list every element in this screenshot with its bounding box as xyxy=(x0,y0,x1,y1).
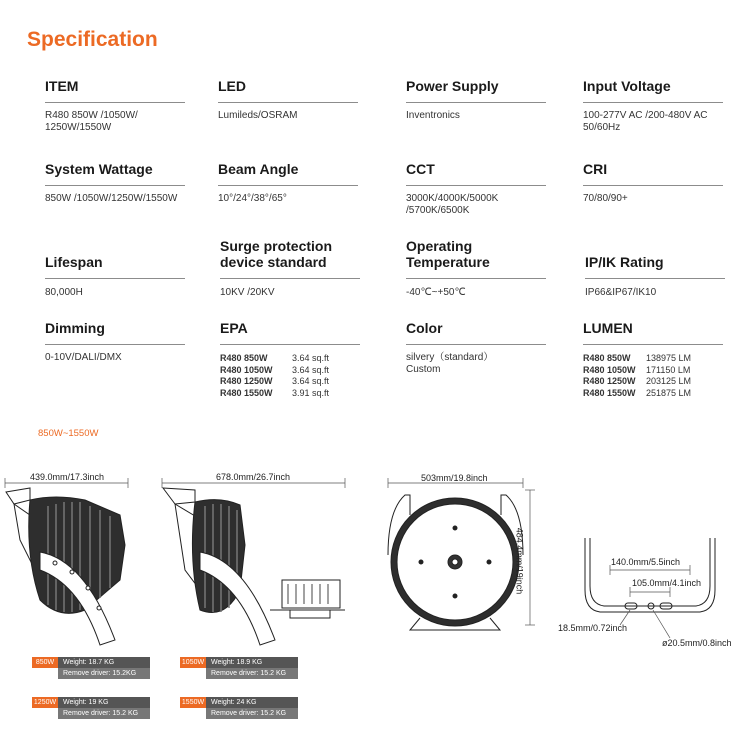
driver-weight-label: Remove driver: 15.2KG xyxy=(58,668,150,679)
divider xyxy=(406,344,546,345)
spec-value: 80,000H xyxy=(45,287,83,298)
epa-table xyxy=(220,353,329,399)
lumen-value: 171150 LM xyxy=(646,364,691,375)
epa-value: 3.91 sq.ft xyxy=(292,387,330,398)
divider xyxy=(406,278,546,279)
epa-value: 3.64 sq.ft xyxy=(292,376,330,386)
divider xyxy=(45,344,185,345)
spec-value: Inventronics xyxy=(406,110,460,121)
spec-value: 70/80/90+ xyxy=(583,193,628,204)
spec-beam-angle xyxy=(218,161,358,204)
spec-heading: System Wattage xyxy=(45,161,153,177)
spec-value: R480 850W /1050W/ 1250W/1550W xyxy=(45,110,138,133)
divider xyxy=(45,185,185,186)
divider xyxy=(218,185,358,186)
divider xyxy=(585,278,725,279)
spec-heading: Operating Temperature xyxy=(406,238,490,270)
wattage-tag: 850W xyxy=(32,657,58,668)
model-label: R480 1550W xyxy=(220,387,273,398)
spec-value: 100-277V AC /200-480V AC 50/60Hz xyxy=(583,110,708,133)
spec-cct xyxy=(406,161,546,216)
dimension-slot-width: 18.5mm/0.72inch xyxy=(558,623,628,633)
dimension-side-width: 439.0mm/17.3inch xyxy=(30,472,105,482)
model-label: R480 1250W xyxy=(220,376,273,386)
spec-operating-temp xyxy=(406,238,546,298)
weight-label: Weight: 19 KG xyxy=(58,697,150,708)
spec-color xyxy=(406,320,546,375)
divider xyxy=(583,185,723,186)
spec-heading: Color xyxy=(406,320,443,336)
spec-value: IP66&IP67/IK10 xyxy=(585,287,657,298)
weight-label: Weight: 18.9 KG xyxy=(206,657,298,668)
spec-led xyxy=(218,78,358,121)
dimension-side-driver: 678.0mm/26.7inch xyxy=(216,472,291,482)
spec-heading: Beam Angle xyxy=(218,161,299,177)
spec-value: 10°/24°/38°/65° xyxy=(218,193,287,204)
lumen-value: 203125 LM xyxy=(646,376,692,386)
model-label: R480 850W xyxy=(220,353,268,363)
table-row xyxy=(220,353,329,365)
weight-label: Weight: 18.7 KG xyxy=(58,657,150,668)
spec-heading: Lifespan xyxy=(45,254,103,270)
spec-ip-ik xyxy=(585,254,725,298)
spec-cri xyxy=(583,161,723,204)
spec-heading: Dimming xyxy=(45,320,105,336)
spec-heading: LUMEN xyxy=(583,320,633,336)
spec-heading: EPA xyxy=(220,320,248,336)
dimension-front-height: 484.4mm/19inch xyxy=(514,527,525,595)
model-label: R480 1250W xyxy=(583,376,636,386)
spec-heading: IP/IK Rating xyxy=(585,254,664,270)
side-view-with-driver xyxy=(163,488,345,645)
dimension-bracket-outer: 140.0mm/5.5inch xyxy=(611,557,681,567)
weight-badge-1550w xyxy=(180,697,298,719)
spec-heading: CCT xyxy=(406,161,435,177)
epa-value: 3.64 sq.ft xyxy=(292,364,330,375)
front-view-lamp xyxy=(388,495,523,630)
epa-value: 3.64 sq.ft xyxy=(292,353,330,363)
page-title: Specification xyxy=(27,28,158,51)
wattage-range-label: 850W~1550W xyxy=(38,428,99,439)
driver-weight-label: Remove driver: 15.2 KG xyxy=(58,708,150,719)
table-row xyxy=(583,376,691,388)
lumen-value: 138975 LM xyxy=(646,353,692,363)
model-label: R480 850W xyxy=(583,353,631,363)
spec-value: 10KV /20KV xyxy=(220,287,275,298)
divider xyxy=(45,278,185,279)
divider xyxy=(45,102,185,103)
divider xyxy=(583,102,723,103)
spec-value: -40℃~+50℃ xyxy=(406,287,466,298)
spec-power-supply xyxy=(406,78,546,121)
spec-value: 850W /1050W/1250W/1550W xyxy=(45,193,178,204)
spec-value: 3000K/4000K/5000K /5700K/6500K xyxy=(406,193,499,216)
divider xyxy=(220,344,360,345)
spec-system-wattage xyxy=(45,161,185,204)
spec-lumen xyxy=(583,320,723,398)
spec-surge xyxy=(220,238,360,298)
weight-badge-850w xyxy=(32,657,150,679)
spec-heading: Input Voltage xyxy=(583,78,671,94)
wattage-tag: 1550W xyxy=(181,699,205,706)
dimension-bracket-inner: 105.0mm/4.1inch xyxy=(632,578,702,588)
spec-input-voltage xyxy=(583,78,723,133)
spec-heading: ITEM xyxy=(45,78,79,94)
spec-lifespan xyxy=(45,254,185,298)
spec-value: silvery（standard） Custom xyxy=(406,352,494,375)
dimension-hole: ø20.5mm/0.8inch xyxy=(662,638,732,648)
spec-heading: CRI xyxy=(583,161,608,177)
model-label: R480 1550W xyxy=(583,387,636,398)
spec-value: Lumileds/OSRAM xyxy=(218,110,298,121)
driver-weight-label: Remove driver: 15.2 KG xyxy=(206,668,298,679)
divider xyxy=(220,278,360,279)
weight-badge-1250w xyxy=(32,697,150,719)
model-label: R480 1050W xyxy=(220,364,273,375)
divider xyxy=(406,102,546,103)
lumen-value: 251875 LM xyxy=(646,387,692,398)
weight-label: Weight: 24 KG xyxy=(206,697,298,708)
divider xyxy=(406,185,546,186)
table-row xyxy=(583,353,691,365)
divider xyxy=(218,102,358,103)
weight-badge-1050w xyxy=(180,657,298,679)
lumen-table xyxy=(583,353,691,399)
table-row xyxy=(220,388,329,400)
divider xyxy=(583,344,723,345)
wattage-tag: 1250W xyxy=(33,699,57,706)
wattage-tag: 1050W xyxy=(181,659,205,666)
table-row xyxy=(220,365,329,377)
side-view-lamp xyxy=(6,488,125,645)
spec-heading: Surge protection device standard xyxy=(220,238,333,270)
spec-value: 0-10V/DALI/DMX xyxy=(45,352,122,363)
model-label: R480 1050W xyxy=(583,364,636,375)
table-row xyxy=(583,388,691,400)
spec-dimming xyxy=(45,320,185,363)
table-row xyxy=(583,365,691,377)
driver-weight-label: Remove driver: 15.2 KG xyxy=(206,708,298,719)
spec-heading: LED xyxy=(218,78,246,94)
table-row xyxy=(220,376,329,388)
spec-epa xyxy=(220,320,360,398)
dimension-front-width: 503mm/19.8inch xyxy=(421,473,488,483)
spec-heading: Power Supply xyxy=(406,78,499,94)
spec-item xyxy=(45,78,185,133)
